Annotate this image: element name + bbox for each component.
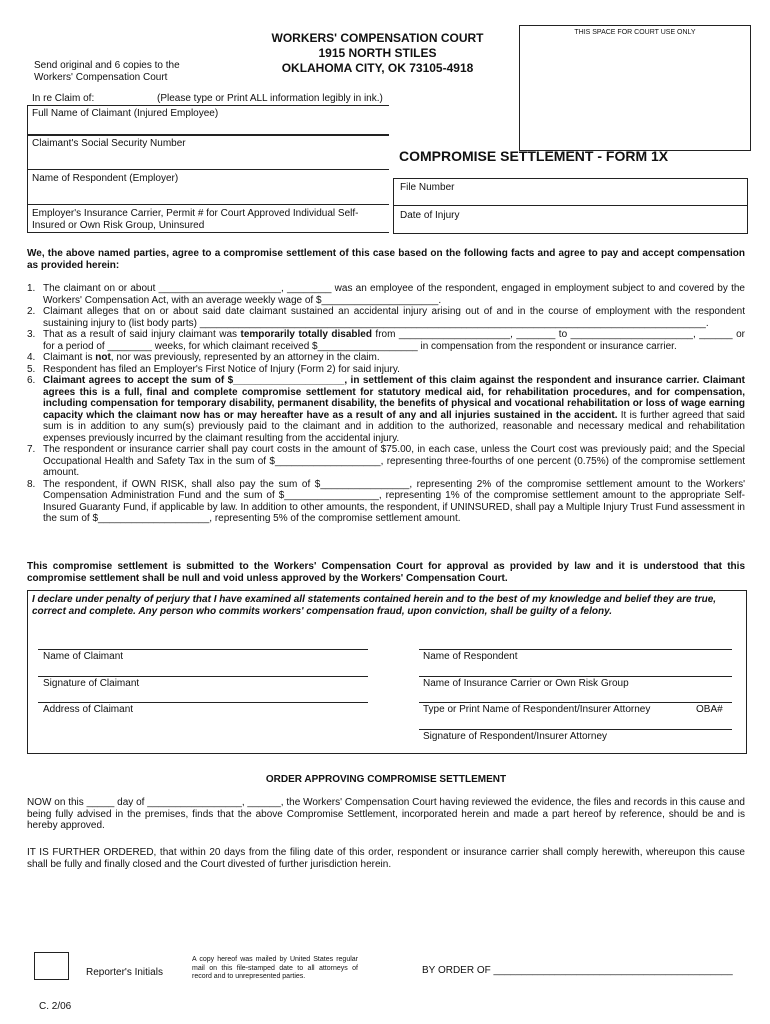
claimant-signature-field[interactable]: Signature of Claimant: [43, 678, 140, 689]
form-title: COMPROMISE SETTLEMENT - FORM 1X: [399, 148, 669, 164]
submission-statement: This compromise settlement is submitted to the Workers' Compensation Court for approval as provided by law and it is understood that this compromise settlement shall be null and void unless approved by the Workers' Compensation Court.: [27, 561, 745, 584]
send-note-line-1: Send original and 6 copies to the: [34, 60, 180, 71]
court-use-label: THIS SPACE FOR COURT USE ONLY: [574, 29, 696, 36]
form-revision-code: C. 2/06: [39, 1001, 72, 1012]
carrier-label-1[interactable]: Employer's Insurance Carrier, Permit # for Court Approved Individual Self-: [32, 208, 359, 219]
court-address-1: 1915 NORTH STILES: [318, 46, 437, 60]
attorney-name-field[interactable]: Type or Print Name of Respondent/Insurer Attorney: [423, 704, 651, 715]
term-item: 7. The respondent or insurance carrier shall pay court costs in the amount of $75.00, in each case, unless the Court cost was previously paid; and the Special Occupational Health and Safety Tax in the sum of $___________________, representing three-fourths of one percent (0.75%) of the compromise settlement amount.: [27, 444, 745, 478]
settlement-terms: [27, 283, 745, 525]
perjury-declaration: I declare under penalty of perjury that I have examined all statements contained herein and to the best of my knowledge and belief they are true, correct and complete. Any person who commits workers' compensation fraud, upon conviction, shall be guilty of a felony.: [32, 594, 717, 617]
term-item: 3. That as a result of said injury claimant was temporarily totally disabled from ____________________, _______ to ______________________, ______ or for a period of ________ weeks, for which claimant received $__________________ in compensation from the respondent or insurance carrier.: [27, 329, 745, 352]
date-of-injury-label[interactable]: Date of Injury: [400, 210, 460, 221]
respondent-name-field[interactable]: Name of Respondent: [423, 651, 518, 662]
carrier-label-2[interactable]: Insured or Own Risk Group, Uninsured: [32, 220, 205, 231]
reporter-initials-label: Reporter's Initials: [86, 967, 163, 978]
term-item: 6. Claimant agrees to accept the sum of $____________________, in settlement of this claim against the respondent and insurance carrier. Claimant agrees this is a full, final and complete compromise settlement for statutory medical aid, for rehabilitation procedures, and for compensation, including compensation for temporary disability, permanent disability, the benefits of physical and vocational rehabilitation or loss of wage earning capacity which the claimant now has or may hereafter have as a result of any and all injuries sustained in the accident. It is further agreed that said sum is in addition to any sum(s) previously paid to the claimant and in addition to the authorized, reasonable and necessary medical and rehabilitation expenses previously incurred by the claimant resulting from the accidental injury.: [27, 375, 745, 444]
order-paragraph-1: NOW on this _____ day of _________________, ______, the Workers' Compensation Court having reviewed the evidence, the files and records in this cause and being fully advised in the premises, finds that the above Compromise Settlement, incorporated herein and made a part hereof by reference, should be and is hereby approved.: [27, 797, 745, 831]
term-item: 8. The respondent, if OWN RISK, shall also pay the sum of $________________, representing 2% of the compromise settlement amount to the Workers' Compensation Administration Fund and the sum of $_________________, representing 1% of the compromise settlement amount to the appropriate Self-Insured Guaranty Fund, if applicable by law. In addition to other amounts, the respondent, if UNINSURED, shall pay a Multiple Injury Trust Fund assessment in the sum of $____________________, representing 5% of the compromise settlement amount.: [27, 478, 745, 524]
court-use-box: [519, 25, 751, 151]
term-item: 1. The claimant on or about ______________________, ________ was an employee of the respondent, engaged in employment subject to and covered by the Workers' Compensation Act, with an average weekly wage of $_____________________.: [27, 283, 745, 306]
in-re-claim-label: In re Claim of:: [32, 93, 95, 104]
by-order-of-signature[interactable]: BY ORDER OF ___________________________________________: [422, 965, 733, 976]
attorney-signature-field[interactable]: Signature of Respondent/Insurer Attorney: [423, 731, 608, 742]
ssn-label[interactable]: Claimant's Social Security Number: [32, 138, 186, 149]
claimant-name-field[interactable]: Name of Claimant: [43, 651, 124, 662]
order-title: ORDER APPROVING COMPROMISE SETTLEMENT: [265, 774, 507, 785]
carrier-name-field[interactable]: Name of Insurance Carrier or Own Risk Group: [423, 678, 629, 689]
legibility-instruction: (Please type or Print ALL information legibly in ink.): [157, 93, 383, 104]
term-item: 4. Claimant is not, nor was previously, represented by an attorney in the claim.: [27, 352, 380, 363]
order-paragraph-2: IT IS FURTHER ORDERED, that within 20 days from the filing date of this order, respondent or insurance carrier shall comply herewith, whereupon this cause shall be fully and finally closed and the Court divested of further jurisdiction herein.: [27, 847, 745, 870]
send-note-line-2: Workers' Compensation Court: [34, 72, 168, 83]
mailing-notice: A copy hereof was mailed by United States regular mail on this file-stamped date to all attorneys of record and to unrepresented parties.: [192, 956, 358, 980]
court-address-2: OKLAHOMA CITY, OK 73105-4918: [281, 61, 474, 75]
term-item: 2. Claimant alleges that on or about said date claimant sustained an accidental injury arising out of and in the course of employment with the respondent sustaining injury to (list body parts) ___________________________________________________________________________________________.: [27, 306, 745, 329]
claimant-address-field[interactable]: Address of Claimant: [43, 704, 134, 715]
court-name: WORKERS' COMPENSATION COURT: [271, 31, 484, 45]
reporter-initials-box[interactable]: [34, 952, 69, 980]
file-number-label[interactable]: File Number: [400, 182, 455, 193]
agreement-intro: We, the above named parties, agree to a compromise settlement of this case based on the following facts and agree to pay and accept compensation as provided herein:: [27, 248, 745, 271]
respondent-label[interactable]: Name of Respondent (Employer): [32, 173, 179, 184]
term-item: 5. Respondent has filed an Employer's First Notice of Injury (Form 2) for said injury.: [27, 363, 400, 375]
claimant-name-label[interactable]: Full Name of Claimant (Injured Employee): [32, 108, 219, 119]
oba-number-field[interactable]: OBA#: [696, 704, 723, 715]
